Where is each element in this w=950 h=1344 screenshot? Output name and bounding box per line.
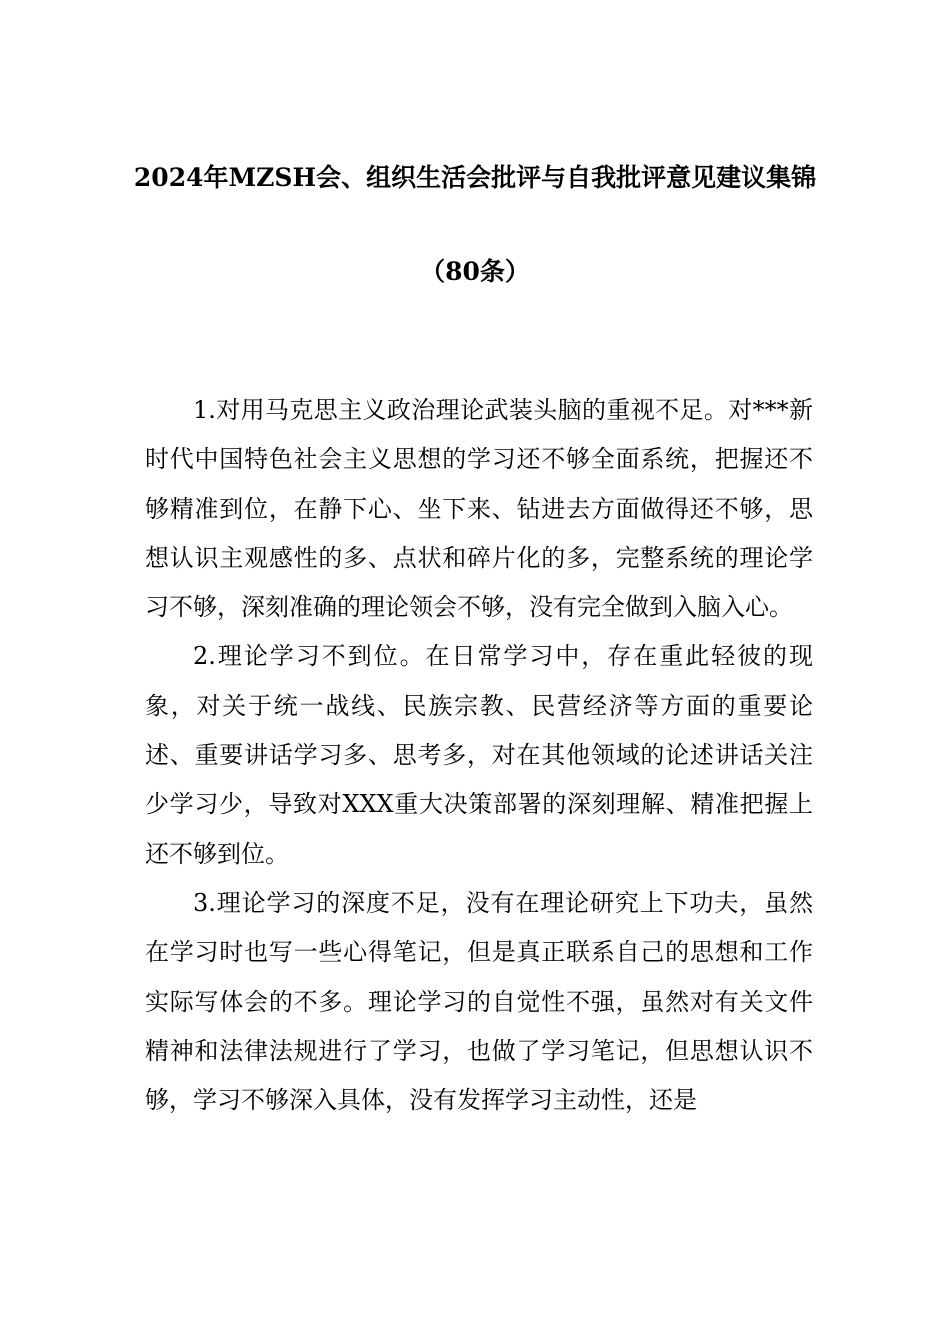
document-title: 2024年MZSH会、组织生活会批评与自我批评意见建议集锦 [133, 163, 817, 192]
paragraph-1: 1.对用马克思主义政治理论武装头脑的重视不足。对***新时代中国特色社会主义思想的学习还不够全面系统，把握还不够精准到位，在静下心、坐下来、钻进去方面做得还不够，思想认识主观感性的多、点状和碎片化的多，完整系统的理论学习不够，深刻准确的理论领会不够，没有完全做到入脑入心。 [145, 396, 813, 622]
paragraph-3: 3.理论学习的深度不足，没有在理论研究上下功夫，虽然在学习时也写一些心得笔记，但是真正联系自己的思想和工作实际写体会的不多。理论学习的自觉性不强，虽然对有关文件精神和法律法规进行了学习，也做了学习笔记，但思想认识不够，学习不够深入具体，没有发挥学习主动性，还是 [145, 888, 813, 1115]
document-body [145, 386, 813, 1125]
document-subtitle: （80条） [420, 257, 530, 286]
paragraph-2: 2.理论学习不到位。在日常学习中，存在重此轻彼的现象，对关于统一战线、民族宗教、民营经济等方面的重要论述、重要讲话学习多、思考多，对在其他领域的论述讲话关注少学习少，导致对XXX重大决策部署的深刻理解、精准把握上还不够到位。 [145, 642, 813, 868]
